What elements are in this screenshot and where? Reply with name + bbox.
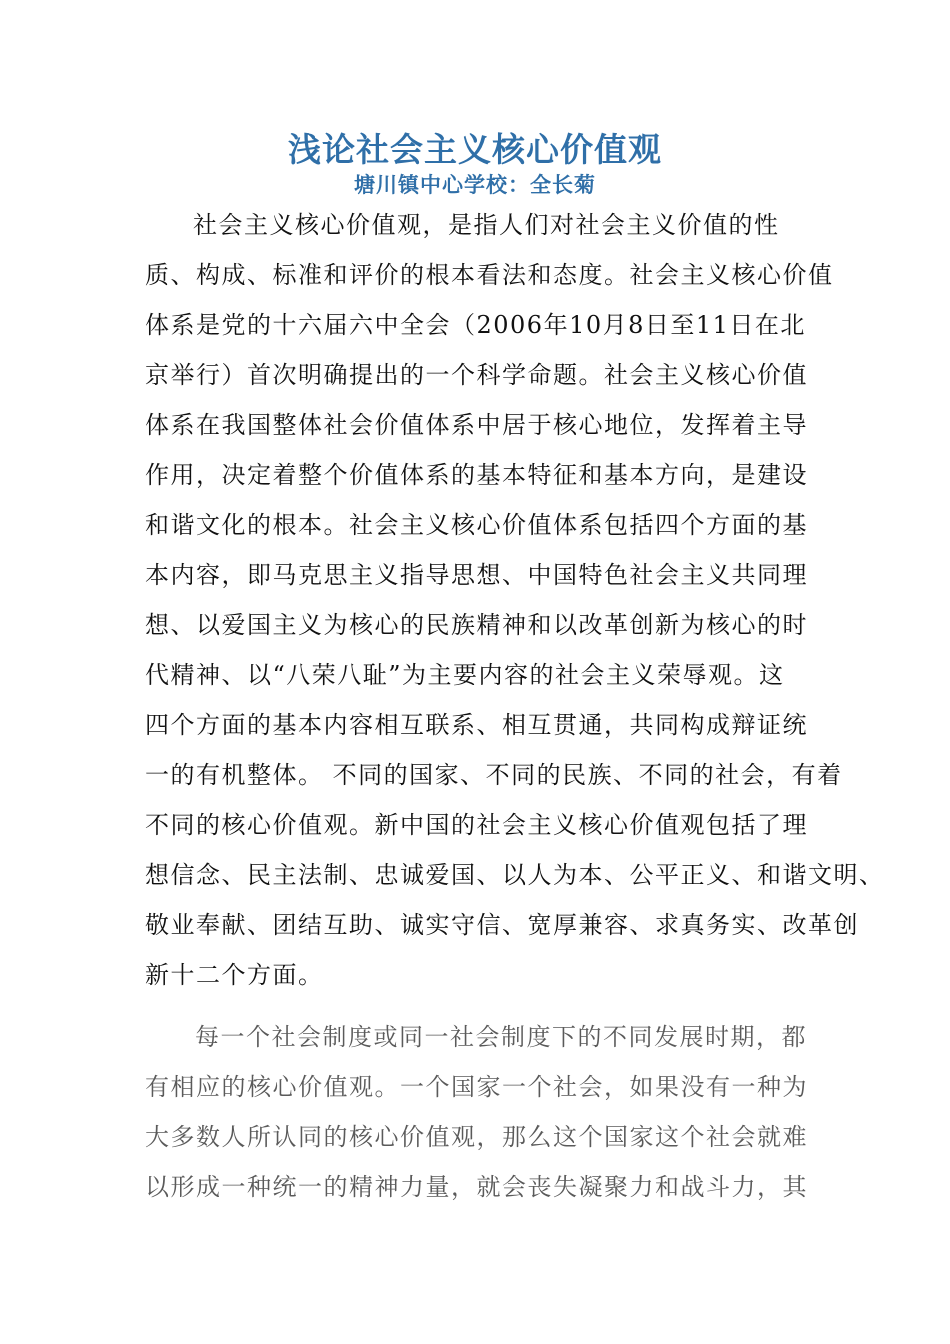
paragraph-line: 敬业奉献、团结互助、诚实守信、宽厚兼容、求真务实、改革创 bbox=[145, 911, 859, 939]
paragraph-line: 不同的核心价值观。新中国的社会主义核心价值观包括了理 bbox=[145, 811, 808, 839]
document-title: 浅论社会主义核心价值观 bbox=[288, 130, 662, 169]
paragraph-1 bbox=[145, 200, 885, 1000]
paragraph-line: 一的有机整体。 不同的国家、不同的民族、不同的社会，有着 bbox=[145, 761, 843, 789]
paragraph-line: 四个方面的基本内容相互联系、相互贯通，共同构成辩证统 bbox=[145, 711, 808, 739]
paragraph-line: 作用，决定着整个价值体系的基本特征和基本方向，是建设 bbox=[145, 461, 808, 489]
paragraph-line: 质、构成、标准和评价的根本看法和态度。社会主义核心价值 bbox=[145, 261, 834, 289]
paragraph-line: 每一个社会制度或同一社会制度下的不同发展时期，都 bbox=[195, 1023, 807, 1051]
paragraph-line: 以形成一种统一的精神力量，就会丧失凝聚力和战斗力，其 bbox=[145, 1173, 808, 1201]
document-subtitle: 塘川镇中心学校：全长菊 bbox=[354, 172, 596, 197]
paragraph-line: 大多数人所认同的核心价值观，那么这个国家这个社会就难 bbox=[145, 1123, 808, 1151]
paragraph-line: 体系是党的十六届六中全会（2006年10月8日至11日在北 bbox=[145, 311, 806, 339]
paragraph-line: 社会主义核心价值观，是指人们对社会主义价值的性 bbox=[193, 211, 780, 239]
paragraph-line: 有相应的核心价值观。一个国家一个社会，如果没有一种为 bbox=[145, 1073, 808, 1101]
paragraph-line: 本内容，即马克思主义指导思想、中国特色社会主义共同理 bbox=[145, 561, 808, 589]
paragraph-line: 京举行）首次明确提出的一个科学命题。社会主义核心价值 bbox=[145, 361, 808, 389]
paragraph-line: 和谐文化的根本。社会主义核心价值体系包括四个方面的基 bbox=[145, 511, 808, 539]
paragraph-2 bbox=[145, 1012, 815, 1212]
paragraph-line: 体系在我国整体社会价值体系中居于核心地位，发挥着主导 bbox=[145, 411, 808, 439]
paragraph-line: 新十二个方面。 bbox=[145, 961, 324, 989]
paragraph-line: 代精神、以“八荣八耻”为主要内容的社会主义荣辱观。这 bbox=[145, 661, 785, 689]
paragraph-line: 想信念、民主法制、忠诚爱国、以人为本、公平正义、和谐文明、 bbox=[145, 861, 885, 889]
paragraph-line: 想、以爱国主义为核心的民族精神和以改革创新为核心的时 bbox=[145, 611, 808, 639]
